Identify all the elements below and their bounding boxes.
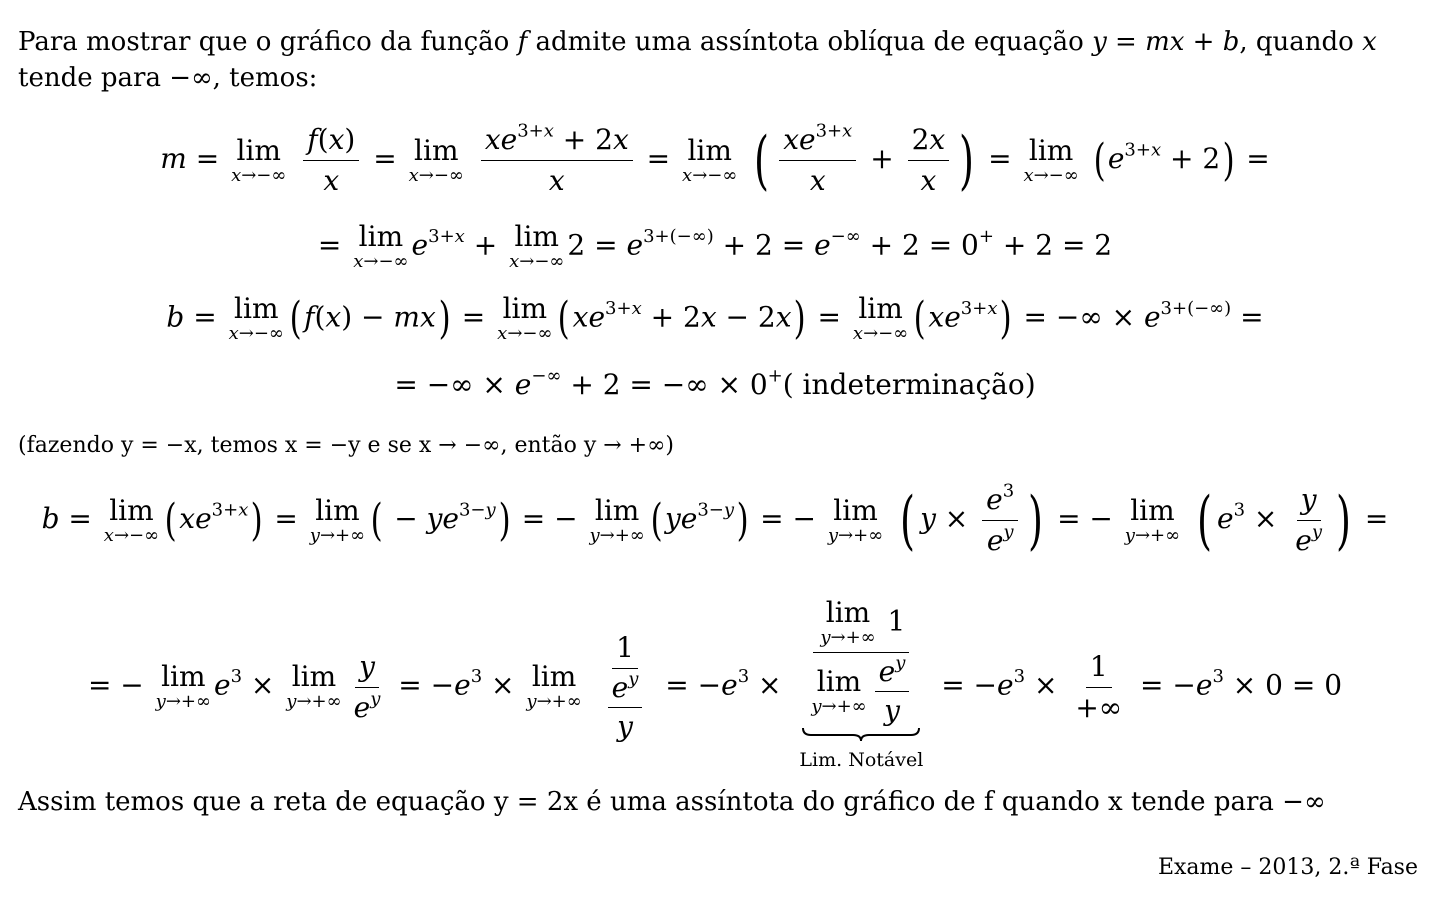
equation-m-line2: = lim x→−∞ $e^{3+x}$ + lim x→−∞ $2 = e^{3+(-\infty)} + 2 = e^{-\infty} + 2 = 0^+ + 2 = 2$	[317, 220, 1113, 272]
indeterminacy-note: ( indeterminação)	[782, 368, 1036, 401]
notable-limit-label: Lim. Notável	[799, 749, 924, 771]
variable-x: x	[1362, 27, 1377, 57]
source-label: Exame – 2013, 2.ª Fase	[1157, 855, 1418, 880]
intro-text-3: , quando	[1239, 27, 1354, 57]
underbrace-group: lim y→+∞ $\frac{e^y}{y}$ Lim. Notável	[799, 657, 923, 776]
limit-operator: lim x→−∞	[231, 133, 287, 186]
equation-b-substitution-line2: = − lim y→+∞ $e^3$ × lim y→+∞ $\frac{y}{e^y}$ = $-e^3$ × lim y→+∞ $\frac{1}{\frac{e^y}{y}}$ = $-e^3$ × lim y→+∞ 1 lim y→+∞ $\frac{e^y}{y}$ Lim. Notável = $-e^3$ × $\frac{1}{+\infty}$ = $-e^3 \times 0 = 0$	[0, 598, 1430, 776]
equation-m-line1: m = lim x→−∞ $\frac{f(x)}{x}$ = lim x→−∞ $\frac{xe^{3+x} + 2x}{x}$ = lim x→−∞ ( $\frac{xe^{3+x}}{x}$ + $\frac{2x}{x}$ ) = lim x→−∞ $(e^{3+x} + 2)$ =	[160, 120, 1270, 198]
conclusion-paragraph: Assim temos que a reta de equação y = 2x é uma assíntota do gráfico de f quando x tende para −∞	[18, 787, 1326, 817]
underbrace-icon	[801, 726, 921, 742]
asymptote-equation: y = mx + b	[1092, 27, 1240, 57]
equation-b-substitution-line1: b = lim x→−∞ $(xe^{3+x})$ = lim y→+∞ ( − $ye^{3-y}$) = − lim y→+∞ $(ye^{3-y})$ = − lim y→+∞ ( y × $\frac{e^3}{e^y}$ ) = − lim y→+∞ ( $e^3$ × $\frac{y}{e^y}$ ) =	[41, 480, 1389, 558]
intro-text-1: Para mostrar que o gráfico da função	[18, 27, 510, 57]
intro-text-line2: tende para −∞, temos:	[18, 63, 318, 93]
equation-b-line2: = −∞ × e−∞ + 2 = −∞ × 0+( indeterminação)	[394, 365, 1036, 401]
substitution-note: (fazendo y = −x, temos x = −y e se x → −∞, então y → +∞)	[18, 433, 675, 458]
intro-paragraph	[18, 24, 1418, 96]
equation-b-line1: b = lim x→−∞ (f(x) − mx) = lim x→−∞ $(xe^{3+x} + 2x - 2x)$ = lim x→−∞ $(xe^{3+x})$ = −∞ × $e^{3+(-\infty)}$ =	[166, 292, 1264, 344]
intro-text-2: admite uma assíntota oblíqua de equação	[535, 27, 1084, 57]
function-symbol: f	[517, 27, 528, 57]
notable-limit-fraction: lim y→+∞ 1 lim y→+∞ $\frac{e^y}{y}$ Lim. Notável	[795, 598, 927, 776]
